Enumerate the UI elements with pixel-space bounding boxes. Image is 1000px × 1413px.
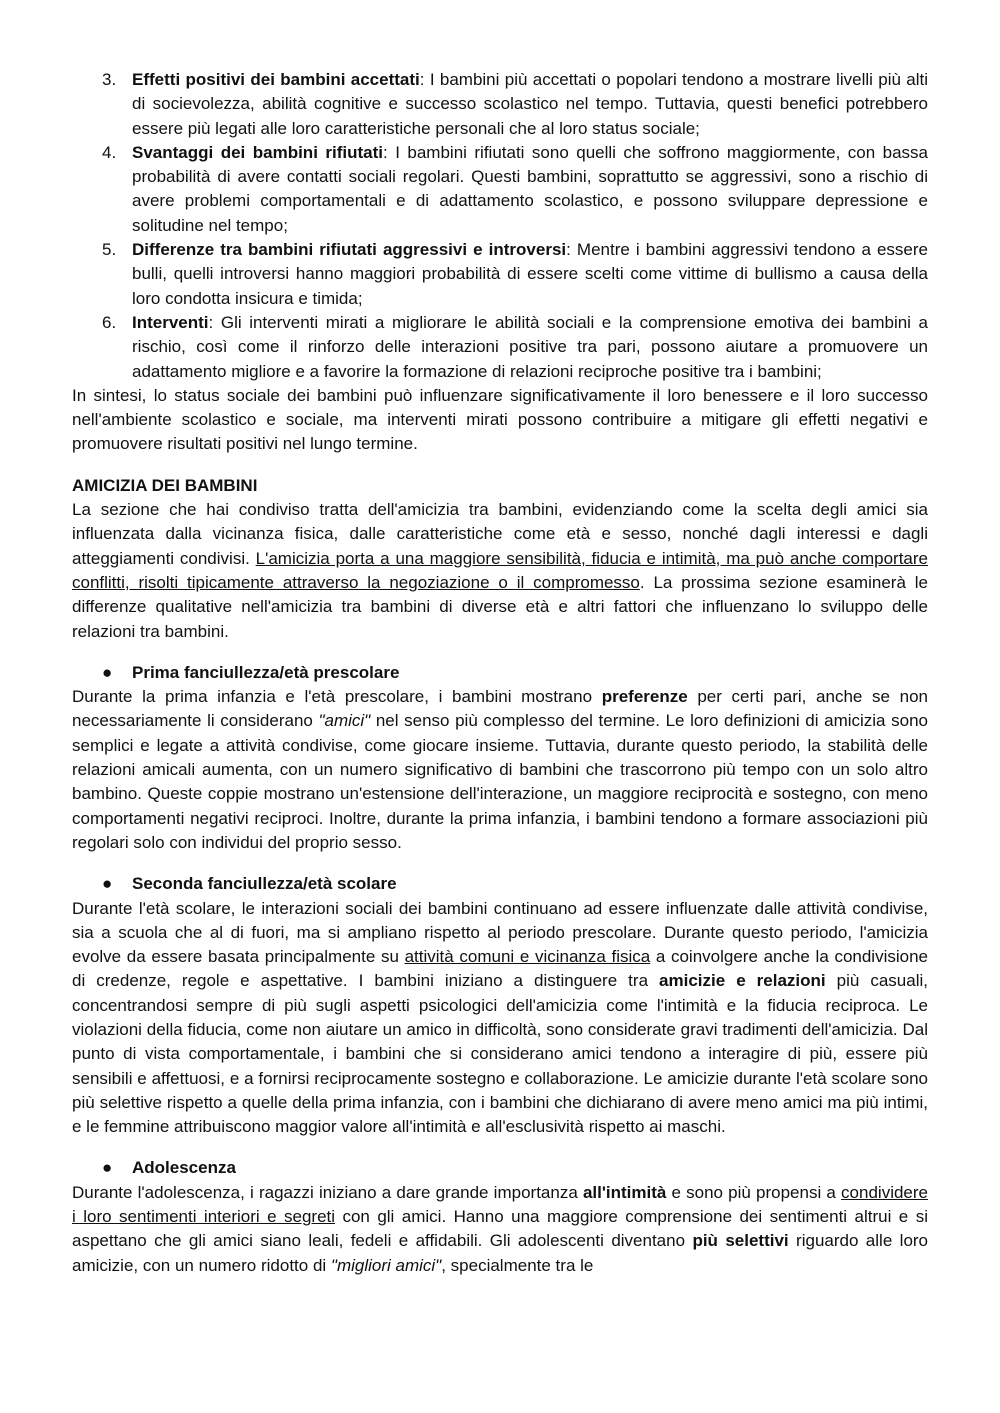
subsection-heading-text: Seconda fanciullezza/età scolare: [132, 874, 397, 894]
subsection-heading-prima: [72, 661, 928, 685]
list-item: [102, 238, 928, 311]
underlined-text: attività comuni e vicinanza fisica: [404, 947, 651, 967]
paragraph-text: Durante l'adolescenza, i ragazzi iniziano a dare grande importanza: [72, 1182, 583, 1202]
list-item-number: 5.: [102, 240, 117, 260]
amicizia-intro-paragraph: [72, 498, 928, 644]
paragraph-text: per certi pari, anche se non necessariamente li considerano: [72, 687, 928, 731]
list-item-number: 4.: [102, 142, 117, 162]
paragraph-text: con gli amici. Hanno una maggiore comprensione dei sentimenti altrui e si aspettano che gli amici siano leali, fedeli e affidabili. Gli adolescenti diventano: [72, 1207, 928, 1251]
paragraph-text: e sono più propensi a: [666, 1182, 842, 1202]
section-title: AMICIZIA DEI BAMBINI: [72, 475, 258, 495]
adolescenza-paragraph: [72, 1181, 928, 1278]
paragraph-text: , specialmente tra le: [441, 1255, 594, 1275]
italic-text: "amici": [318, 711, 371, 731]
paragraph-text: Durante l'età scolare, le interazioni sociali dei bambini continuano ad essere influenzate dalle attività condivise, sia a scuola che al di fuori, ma si ampliano rispetto al periodo prescolare. Durante questo periodo, l'amicizia evolve da essere basata principalmente su: [72, 898, 928, 967]
list-item-text: : Mentre i bambini aggressivi tendono a essere bulli, quelli introversi hanno maggiori probabilità di essere scelti come vittime di bullismo a causa della loro condotta insicura e timida;: [132, 240, 928, 308]
paragraph-text: Durante la prima infanzia e l'età prescolare, i bambini mostrano: [72, 687, 602, 707]
bold-text: più selettivi: [692, 1231, 789, 1251]
list-item-title: Interventi: [132, 312, 209, 332]
italic-text: "migliori amici": [330, 1255, 442, 1275]
bullet-icon: ●: [102, 662, 113, 682]
list-item-text: : I bambini rifiutati sono quelli che soffrono maggiormente, con bassa probabilità di avere contatti sociali regolari. Questi bambini, soprattutto se aggressivi, sono a rischio di avere problemi comportamentali e di adattamento scolastico, e possono sviluppare depressione e solitudine nel tempo;: [132, 142, 929, 235]
seconda-paragraph: [72, 897, 928, 1140]
intro-underlined-text: L'amicizia porta a una maggiore sensibilità, fiducia e intimità, ma può anche comportare conflitti, risolti tipicamente attraverso la negoziazione o il compromesso: [72, 548, 928, 592]
list-item-number: 3.: [102, 70, 117, 89]
summary-paragraph: In sintesi, lo status sociale dei bambini può influenzare significativamente il loro benessere e il loro successo nell'ambiente scolastico e sociale, ma interventi mirati possono contribuire a mitigare gli effetti negativi e promuovere risultati positivi nel lungo termine.: [72, 385, 928, 454]
underlined-text: condividere i loro sentimenti interiori e segreti: [72, 1182, 928, 1227]
list-item-number: 6.: [102, 312, 117, 332]
paragraph-text: a coinvolgere anche la condivisione di credenze, regole e aspettative. I bambini iniziano a distinguere tra: [72, 947, 928, 991]
list-item-text: : Gli interventi mirati a migliorare le abilità sociali e la comprensione emotiva dei bambini a rischio, così come il rinforzo delle interazioni positive tra pari, possono aiutare a promuovere un adattamento migliore e a favorire la formazione di relazioni reciproche positive tra i bambini;: [132, 312, 928, 381]
paragraph-text: nel senso più complesso del termine. Le loro definizioni di amicizia sono semplici e legate a attività condivise, come giocare insieme. Tuttavia, durante questo periodo, la stabilità delle relazioni amicali aumenta, con un numero significativo di bambini che trascorrono più tempo con un solo altro bambino. Queste coppie mostrano un'estensione dell'interazione, un maggiore reciprocità e sostegno, con meno comportamenti negativi reciproci. Inoltre, durante la prima infanzia, i bambini tendono a formare associazioni più regolari solo con individui del proprio sesso.: [72, 711, 928, 852]
bold-text: amicizie e relazioni: [659, 971, 826, 991]
paragraph-text: riguardo alle loro amicizie, con un numero ridotto di: [72, 1231, 929, 1275]
bold-text: all'intimità: [582, 1182, 667, 1202]
intro-text-end: . La prossima sezione esaminerà le differenze qualitative nell'amicizia tra bambini di diverse età e altri fattori che influenzano lo sviluppo delle relazioni tra bambini.: [72, 572, 928, 641]
numbered-list: [72, 68, 928, 384]
bold-text: preferenze: [601, 687, 688, 707]
bullet-icon: ●: [102, 1158, 113, 1178]
list-item-title: Svantaggi dei bambini rifiutati: [132, 142, 383, 162]
list-item-title: Differenze tra bambini rifiutati aggressivi e introversi: [132, 240, 567, 260]
intro-text: La sezione che hai condiviso tratta dell'amicizia tra bambini, evidenziando come la scelta degli amici sia influenzata dalla vicinanza fisica, dalle caratteristiche come età e sesso, nonché dagli interessi e dagli atteggiamenti condivisi.: [72, 500, 928, 568]
paragraph-text: più casuali, concentrandosi sempre di più sugli aspetti psicologici dell'amicizia come l'intimità e la fiducia reciproca. Le violazioni della fiducia, come non aiutare un amico in difficoltà, sono considerate gravi tradimenti dell'amicizia. Dal punto di vista comportamentale, i bambini che si considerano amici tendono a interagire di più, essere più sensibili e affettuosi, e a fornirsi reciprocamente sostegno e collaborazione. Le amicizie durante l'età scolare sono più selettive rispetto a quelle della prima infanzia, con i bambini che dichiarano di avere meno amici ma più intimi, e le femmine attribuiscono maggior valore all'intimità e all'esclusività rispetto ai maschi.: [72, 971, 928, 1137]
list-item: [102, 311, 928, 384]
prima-paragraph: [72, 685, 928, 855]
subsection-heading-text: Adolescenza: [132, 1158, 236, 1178]
subsection-heading-seconda: [72, 872, 928, 896]
list-item-title: Effetti positivi dei bambini accettati: [132, 70, 420, 89]
list-item: [102, 68, 928, 141]
subsection-heading-adolescenza: [72, 1156, 928, 1180]
subsection-heading-text: Prima fanciullezza/età prescolare: [132, 662, 400, 682]
bullet-icon: ●: [102, 874, 113, 894]
list-item-text: : I bambini più accettati o popolari tendono a mostrare livelli più alti di socievolezza, abilità cognitive e successo scolastico nel tempo. Tuttavia, questi benefici potrebbero essere più legati alle loro caratteristiche personali che al loro status sociale;: [132, 70, 928, 138]
list-item: [102, 141, 929, 238]
